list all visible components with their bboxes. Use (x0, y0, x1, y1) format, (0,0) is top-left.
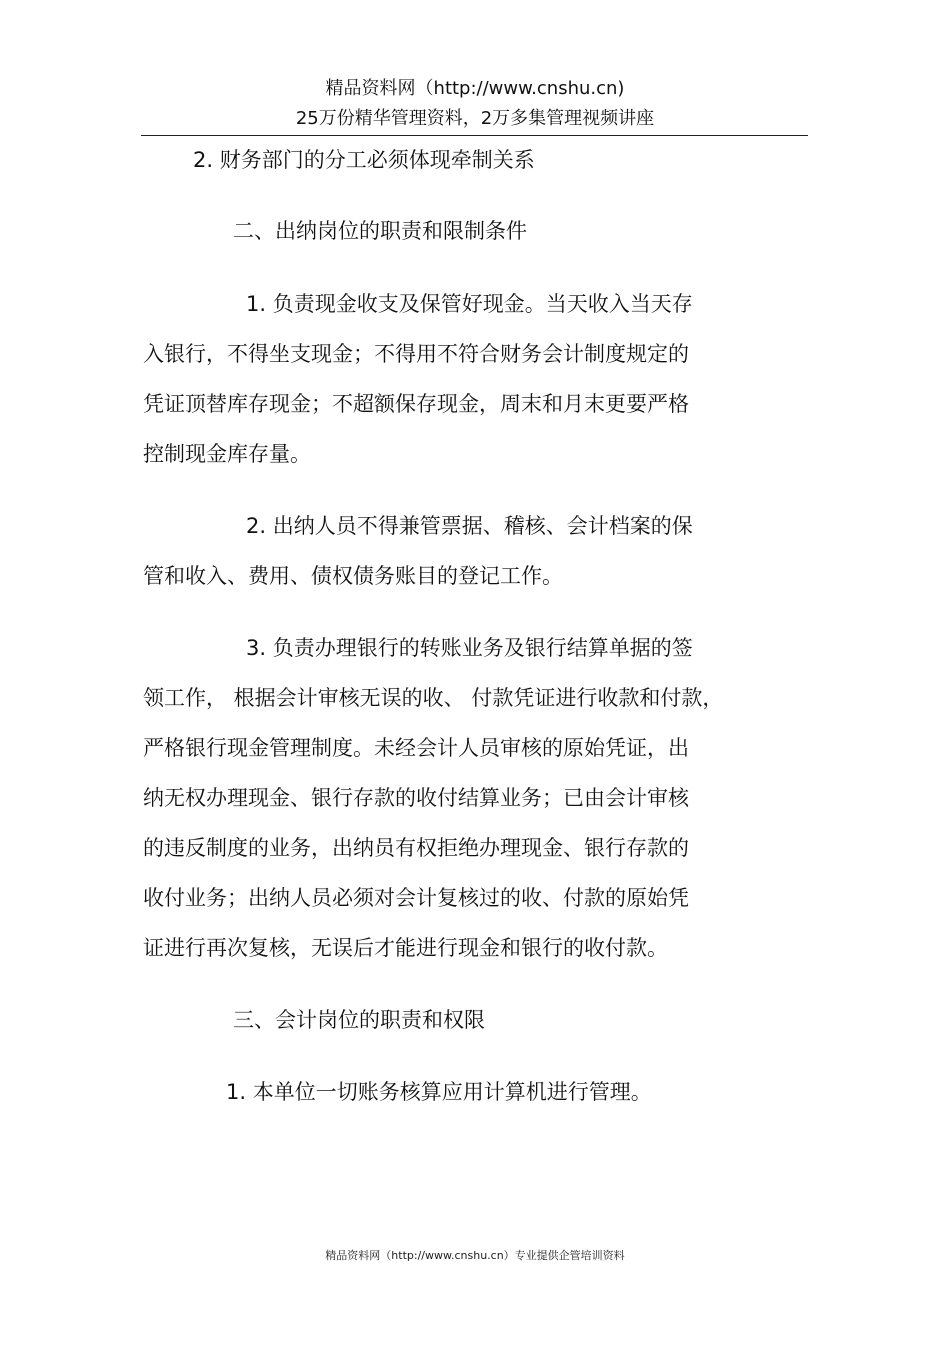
paragraph-line: 2. 财务部门的分工必须体现牵制关系 (193, 148, 535, 172)
paragraph-line: 凭证顶替库存现金；不超额保存现金，周末和月末更要严格 (143, 392, 689, 416)
paragraph-line: 1. 本单位一切账务核算应用计算机进行管理。 (226, 1080, 652, 1104)
section-heading: 三、会计岗位的职责和权限 (233, 1008, 485, 1032)
page-footer: 精品资料网（http://www.cnshu.cn）专业提供企管培训资料 (325, 1249, 625, 1262)
paragraph-line: 2. 出纳人员不得兼管票据、稽核、会计档案的保 (246, 514, 693, 538)
header-subtitle: 25万份精华管理资料，2万多集管理视频讲座 (295, 108, 655, 129)
paragraph-line: 收付业务；出纳人员必须对会计复核过的收、付款的原始凭 (143, 886, 689, 910)
paragraph-line: 证进行再次复核，无误后才能进行现金和银行的收付款。 (143, 936, 668, 960)
paragraph-line: 纳无权办理现金、银行存款的收付结算业务；已由会计审核 (143, 786, 689, 810)
header-rule (141, 135, 808, 136)
paragraph-line: 3. 负责办理银行的转账业务及银行结算单据的签 (246, 636, 693, 660)
paragraph-line: 的违反制度的业务，出纳员有权拒绝办理现金、银行存款的 (143, 836, 689, 860)
paragraph-line: 管和收入、费用、债权债务账目的登记工作。 (143, 564, 563, 588)
paragraph-line: 1. 负责现金收支及保管好现金。当天收入当天存 (246, 292, 693, 316)
header-title: 精品资料网（http://www.cnshu.cn) (325, 78, 625, 99)
paragraph-line: 控制现金库存量。 (143, 442, 311, 466)
paragraph-line: 严格银行现金管理制度。未经会计人员审核的原始凭证，出 (143, 736, 689, 760)
paragraph-line: 领工作， 根据会计审核无误的收、 付款凭证进行收款和付款， (143, 686, 724, 710)
paragraph-line: 入银行，不得坐支现金；不得用不符合财务会计制度规定的 (143, 342, 689, 366)
section-heading: 二、出纳岗位的职责和限制条件 (233, 219, 527, 243)
